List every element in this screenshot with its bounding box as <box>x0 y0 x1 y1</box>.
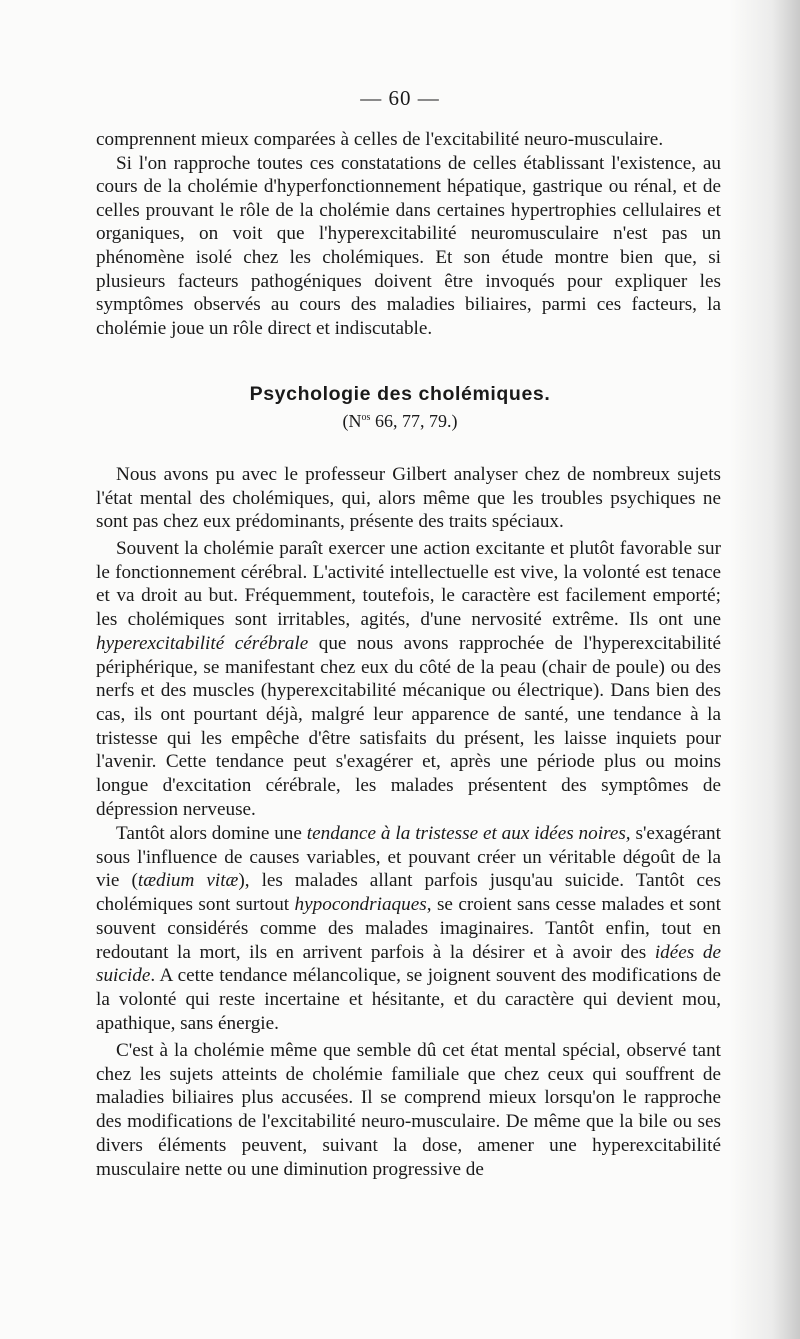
page-number: — 60 — <box>360 86 440 110</box>
paragraph-text-b: que nous avons rapprochée de l'hyperexcitabilité périphérique, se manifestant chez eux du côté de la peau (chair de poule) ou des nerfs et des muscles (hyperexcitabilité mécanique ou électrique). Dans bien des cas, ils ont pourtant déjà, malgré leur apparence de santé, une tendance à la tristesse qui les empêche d'être satisfaits du présent, les laisse inquiets pour l'avenir. Cette tendance peut s'exagérer et, après une période plus ou moins longue d'excitation cérébrale, les malades présentent des symptômes de dépression nerveuse. <box>96 632 721 820</box>
refs-superscript: os <box>361 412 371 423</box>
paragraph-text: C'est à la cholémie même que semble dû cet état mental spécial, observé tant chez les sujets atteints de cholémie familiale que chez ceux qui souffrent de maladies biliaires plus accusées. Il se comprend mieux lorsqu'on le rapproche des modifications de l'excitabilité neuro-musculaire. De même que la bile ou ses divers éléments peuvent, suivant la dose, amener une hyperexcitabilité musculaire nette ou une diminution progressive de <box>96 1040 721 1180</box>
emphasis-hypocondriaques: hypocondriaques <box>294 894 427 916</box>
paragraph-tendances <box>96 822 721 1035</box>
section-references <box>0 411 800 432</box>
paragraph-text-a: Souvent la cholémie paraît exercer une action excitante et plutôt favorable sur le fonctionnement cérébral. L'activité intellectuelle est vive, la volonté est tenace et va droit au but. Fréquemment, toutefois, le caractère est facilement emporté; les cholémiques sont irritables, agités, d'une nervosité extrême. Ils ont une <box>96 538 721 631</box>
paragraph-text-a: Tantôt alors domine une <box>116 823 307 844</box>
section-title: Psychologie des cholémiques. <box>249 383 551 405</box>
paragraph-text-e: . A cette tendance mélancolique, se joignent souvent des modifications de la volonté qui reste incertaine et hésitante, et du caractère qui devient mou, apathique, sans énergie. <box>96 965 721 1034</box>
emphasis-hyperexcitabilite: hyperexcitabilité cérébrale <box>96 632 309 654</box>
paragraph-constatations: Si l'on rapproche toutes ces constatations de celles établissant l'existence, au cours de la cholémie d'hyperfonctionnement hépatique, gastrique ou rénal, et de celles prouvant le rôle de la cholémie dans certaines hypertrophies cellulaires et organiques, on voit que l'hyperexcitabilité neuromusculaire n'est pas un phénomène isolé chez les cholémiques. Et son étude montre bien que, si plusieurs facteurs pathogéniques doivent être invoqués pour expliquer les symptômes observés au cours des maladies biliaires, parmi ces facteurs, la cholémie joue un rôle direct et indiscutable. <box>96 152 721 339</box>
page-edge-shadow <box>730 0 800 1339</box>
paragraph-continuation: comprennent mieux comparées à celles de l'excitabilité neuro-musculaire. <box>96 129 664 150</box>
paragraph-text-c: ), les malades allant parfois jusqu'au suicide. Tantôt ces cholémiques sont surtout <box>96 870 721 916</box>
paragraph-text-d: , se croient sans cesse malades et sont souvent considérés comme des malades imaginaires. Tantôt enfin, tout en redoutant la mort, ils en arrivent parfois à la désirer et à avoir des <box>96 894 721 963</box>
refs-numbers: 66, 77, 79.) <box>370 411 458 431</box>
emphasis-suicide: idées de suicide <box>96 941 721 987</box>
paragraph-conclusion <box>96 1039 721 1181</box>
emphasis-tristesse: tendance à la tristesse et aux idées noires, <box>306 823 631 844</box>
emphasis-taedium: tædium vitæ <box>137 870 239 892</box>
paragraph-text: Nous avons pu avec le professeur Gilbert analyser chez de nombreux sujets l'état mental des cholémiques, qui, alors même que les troubles psychiques ne sont pas chez eux prédominants, présente des traits spéciaux. <box>96 464 721 533</box>
paragraph-intro <box>96 128 721 340</box>
refs-prefix: (N <box>342 411 362 431</box>
paragraph-excitation <box>96 537 721 821</box>
paragraph-text-b: s'exagérant sous l'influence de causes variables, et pouvant créer un véritable dégoût de la vie ( <box>96 823 721 892</box>
paragraph-mental-state <box>96 463 721 534</box>
